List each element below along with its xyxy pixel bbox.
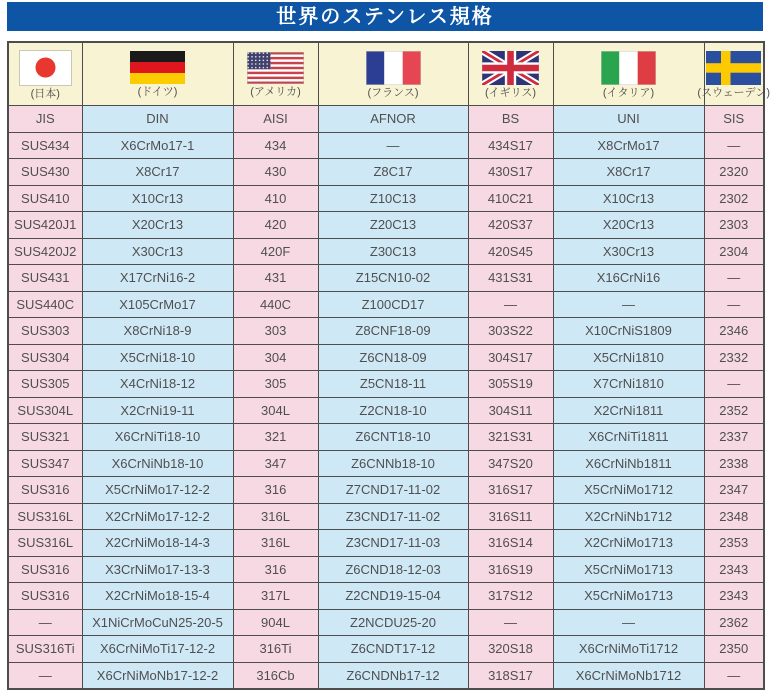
grade-cell: X20Cr13 <box>553 212 704 239</box>
grade-cell: 2352 <box>704 397 764 424</box>
country-label: (スウェーデン) <box>697 86 770 99</box>
grade-cell: — <box>8 662 82 689</box>
grade-cell: SUS305 <box>8 371 82 398</box>
grade-cell: 303 <box>233 318 318 345</box>
page-title: 世界のステンレス規格 <box>276 5 494 28</box>
standard-code-sis: SIS <box>704 106 764 133</box>
grade-cell: 2350 <box>704 636 764 663</box>
country-header-sweden <box>697 42 770 106</box>
grade-cell: — <box>704 265 764 292</box>
country-header-usa <box>233 42 318 106</box>
grade-cell: — <box>553 291 704 318</box>
grade-cell: — <box>704 291 764 318</box>
grade-cell: Z3CND17-11-03 <box>318 530 468 557</box>
grade-cell: — <box>553 609 704 636</box>
grade-cell: Z6CN18-09 <box>318 344 468 371</box>
grade-cell: X8Cr17 <box>553 159 704 186</box>
grade-cell: Z6CNNb18-10 <box>318 450 468 477</box>
grade-cell: X20Cr13 <box>82 212 233 239</box>
table-row <box>8 530 764 557</box>
grade-cell: 904L <box>233 609 318 636</box>
grade-cell: 321S31 <box>468 424 553 451</box>
grade-cell: SUS321 <box>8 424 82 451</box>
country-header-germany <box>82 42 233 106</box>
table-row <box>8 503 764 530</box>
stainless-standards-table <box>7 41 770 690</box>
grade-cell: SUS316L <box>8 530 82 557</box>
table-row <box>8 450 764 477</box>
grade-cell: 430S17 <box>468 159 553 186</box>
france-flag-icon <box>366 51 421 85</box>
grade-cell: X6CrNiMoNb1712 <box>553 662 704 689</box>
grade-cell: 2332 <box>704 344 764 371</box>
grade-cell: X17CrNi16-2 <box>82 265 233 292</box>
grade-cell: Z8CNF18-09 <box>318 318 468 345</box>
table-row <box>8 397 764 424</box>
grade-cell: 316S19 <box>468 556 553 583</box>
grade-cell: 317L <box>233 583 318 610</box>
grade-cell: Z6CNDT17-12 <box>318 636 468 663</box>
grade-cell: 304 <box>233 344 318 371</box>
grade-cell: 305 <box>233 371 318 398</box>
country-header-uk <box>468 42 553 106</box>
grade-cell: 316L <box>233 503 318 530</box>
grade-cell: 434 <box>233 132 318 159</box>
grade-cell: — <box>704 662 764 689</box>
grade-cell: X2CrNiMo17-12-2 <box>82 503 233 530</box>
grade-cell: 317S12 <box>468 583 553 610</box>
grade-cell: 431S31 <box>468 265 553 292</box>
standard-code-din: DIN <box>82 106 233 133</box>
grade-cell: 420S45 <box>468 238 553 265</box>
grade-cell: X2CrNiMo18-15-4 <box>82 583 233 610</box>
grade-cell: X5CrNi1810 <box>553 344 704 371</box>
grade-cell: 2338 <box>704 450 764 477</box>
grade-cell: Z10C13 <box>318 185 468 212</box>
country-label: (アメリカ) <box>250 85 301 98</box>
grade-cell: X6CrNiNb18-10 <box>82 450 233 477</box>
grade-cell: X10Cr13 <box>553 185 704 212</box>
grade-cell: SUS410 <box>8 185 82 212</box>
grade-cell: Z6CNDNb17-12 <box>318 662 468 689</box>
grade-cell: SUS303 <box>8 318 82 345</box>
grade-cell: X3CrNiMo17-13-3 <box>82 556 233 583</box>
grade-cell: 347 <box>233 450 318 477</box>
standard-code-uni: UNI <box>553 106 704 133</box>
grade-cell: 316L <box>233 530 318 557</box>
country-header-italy <box>553 42 704 106</box>
standard-code-bs: BS <box>468 106 553 133</box>
grade-cell: SUS420J1 <box>8 212 82 239</box>
table-row <box>8 556 764 583</box>
table-row <box>8 265 764 292</box>
standard-code-afnor: AFNOR <box>318 106 468 133</box>
uk-flag-icon <box>482 51 539 85</box>
grade-cell: 420F <box>233 238 318 265</box>
grade-cell: SUS434 <box>8 132 82 159</box>
grade-cell: 2337 <box>704 424 764 451</box>
grade-cell: Z15CN10-02 <box>318 265 468 292</box>
country-header-japan <box>8 42 82 106</box>
table-row <box>8 424 764 451</box>
grade-cell: 431 <box>233 265 318 292</box>
grade-cell: 2303 <box>704 212 764 239</box>
table-row <box>8 371 764 398</box>
grade-cell: 316S11 <box>468 503 553 530</box>
grade-cell: 304L <box>233 397 318 424</box>
grade-cell: X105CrMo17 <box>82 291 233 318</box>
table-row <box>8 132 764 159</box>
grades-tbody <box>8 132 764 689</box>
standard-code-jis: JIS <box>8 106 82 133</box>
grade-cell: X30Cr13 <box>82 238 233 265</box>
grade-cell: X6CrNiMoTi1712 <box>553 636 704 663</box>
grade-cell: 2320 <box>704 159 764 186</box>
japan-flag-icon <box>19 50 72 86</box>
grade-cell: X6CrMo17-1 <box>82 132 233 159</box>
grade-cell: 420 <box>233 212 318 239</box>
table-row <box>8 609 764 636</box>
table-row <box>8 636 764 663</box>
grade-cell: 2362 <box>704 609 764 636</box>
grade-cell: 303S22 <box>468 318 553 345</box>
grade-cell: X6CrNiNb1811 <box>553 450 704 477</box>
table-row <box>8 662 764 689</box>
grade-cell: 305S19 <box>468 371 553 398</box>
grade-cell: X8CrNi18-9 <box>82 318 233 345</box>
grade-cell: Z3CND17-11-02 <box>318 503 468 530</box>
grade-cell: Z7CND17-11-02 <box>318 477 468 504</box>
table-row <box>8 344 764 371</box>
grade-cell: SUS304L <box>8 397 82 424</box>
grade-cell: X30Cr13 <box>553 238 704 265</box>
grade-cell: 304S11 <box>468 397 553 424</box>
grade-cell: 2353 <box>704 530 764 557</box>
grade-cell: 316Ti <box>233 636 318 663</box>
grade-cell: X6CrNiMoTi17-12-2 <box>82 636 233 663</box>
grade-cell: 430 <box>233 159 318 186</box>
grade-cell: 2343 <box>704 583 764 610</box>
usa-flag-icon <box>247 52 304 84</box>
grade-cell: X5CrNiMo1713 <box>553 583 704 610</box>
table-row <box>8 238 764 265</box>
grade-cell: 316Cb <box>233 662 318 689</box>
grade-cell: 2346 <box>704 318 764 345</box>
grade-cell: SUS316 <box>8 583 82 610</box>
country-label: (フランス) <box>367 86 419 99</box>
grade-cell: X7CrNi1810 <box>553 371 704 398</box>
grade-cell: Z5CN18-11 <box>318 371 468 398</box>
italy-flag-icon <box>601 51 656 85</box>
grade-cell: Z2CND19-15-04 <box>318 583 468 610</box>
table-row <box>8 477 764 504</box>
grade-cell: Z8C17 <box>318 159 468 186</box>
grade-cell: SUS316 <box>8 477 82 504</box>
grade-cell: — <box>8 609 82 636</box>
germany-flag-icon <box>130 51 185 84</box>
grade-cell: SUS316 <box>8 556 82 583</box>
grade-cell: — <box>468 291 553 318</box>
grade-cell: Z30C13 <box>318 238 468 265</box>
title-bar <box>7 2 763 31</box>
grade-cell: 2302 <box>704 185 764 212</box>
table-row <box>8 185 764 212</box>
country-label: (イギリス) <box>484 86 537 99</box>
flag-header-row <box>8 42 764 106</box>
grade-cell: SUS430 <box>8 159 82 186</box>
grade-cell: Z6CND18-12-03 <box>318 556 468 583</box>
grade-cell: 440C <box>233 291 318 318</box>
grade-cell: X2CrNiMo1713 <box>553 530 704 557</box>
grade-cell: 420S37 <box>468 212 553 239</box>
grade-cell: 316 <box>233 477 318 504</box>
country-label: (日本) <box>30 87 60 100</box>
grade-cell: 2347 <box>704 477 764 504</box>
grade-cell: SUS347 <box>8 450 82 477</box>
grade-cell: 304S17 <box>468 344 553 371</box>
grade-cell: X2CrNiMo18-14-3 <box>82 530 233 557</box>
grade-cell: 316 <box>233 556 318 583</box>
standards-header-row <box>8 106 764 133</box>
country-header-france <box>318 42 468 106</box>
grade-cell: X16CrNi16 <box>553 265 704 292</box>
grade-cell: X5CrNiMo1712 <box>553 477 704 504</box>
grade-cell: 316S14 <box>468 530 553 557</box>
grade-cell: — <box>704 371 764 398</box>
grade-cell: X8Cr17 <box>82 159 233 186</box>
grade-cell: X6CrNiMoNb17-12-2 <box>82 662 233 689</box>
grade-cell: Z20C13 <box>318 212 468 239</box>
grade-cell: SUS431 <box>8 265 82 292</box>
grade-cell: 321 <box>233 424 318 451</box>
grade-cell: X5CrNiMo1713 <box>553 556 704 583</box>
grade-cell: 410 <box>233 185 318 212</box>
grade-cell: 318S17 <box>468 662 553 689</box>
grade-cell: X1NiCrMoCuN25-20-5 <box>82 609 233 636</box>
grade-cell: SUS420J2 <box>8 238 82 265</box>
grade-cell: X8CrMo17 <box>553 132 704 159</box>
grade-cell: 410C21 <box>468 185 553 212</box>
grade-cell: — <box>318 132 468 159</box>
grade-cell: Z100CD17 <box>318 291 468 318</box>
standard-code-aisi: AISI <box>233 106 318 133</box>
sweden-flag-icon <box>706 51 761 85</box>
table-row <box>8 159 764 186</box>
country-label: (ドイツ) <box>137 86 178 99</box>
grade-cell: Z6CNT18-10 <box>318 424 468 451</box>
grade-cell: X10CrNiS1809 <box>553 318 704 345</box>
grade-cell: X5CrNi18-10 <box>82 344 233 371</box>
grade-cell: 347S20 <box>468 450 553 477</box>
grade-cell: X6CrNiTi1811 <box>553 424 704 451</box>
table-row <box>8 583 764 610</box>
grade-cell: 2304 <box>704 238 764 265</box>
grade-cell: X5CrNiMo17-12-2 <box>82 477 233 504</box>
grade-cell: 2343 <box>704 556 764 583</box>
grade-cell: — <box>468 609 553 636</box>
grade-cell: X2CrNi1811 <box>553 397 704 424</box>
grade-cell: 316S17 <box>468 477 553 504</box>
grade-cell: Z2NCDU25-20 <box>318 609 468 636</box>
table-row <box>8 318 764 345</box>
grade-cell: X2CrNiNb1712 <box>553 503 704 530</box>
grade-cell: X6CrNiTi18-10 <box>82 424 233 451</box>
grade-cell: — <box>704 132 764 159</box>
grade-cell: SUS316L <box>8 503 82 530</box>
table-row <box>8 291 764 318</box>
grade-cell: X10Cr13 <box>82 185 233 212</box>
grade-cell: X4CrNi18-12 <box>82 371 233 398</box>
grade-cell: 320S18 <box>468 636 553 663</box>
grade-cell: SUS440C <box>8 291 82 318</box>
country-label: (イタリア) <box>602 86 655 99</box>
grade-cell: 2348 <box>704 503 764 530</box>
grade-cell: SUS316Ti <box>8 636 82 663</box>
grade-cell: SUS304 <box>8 344 82 371</box>
table-row <box>8 212 764 239</box>
grade-cell: 434S17 <box>468 132 553 159</box>
grade-cell: X2CrNi19-11 <box>82 397 233 424</box>
grade-cell: Z2CN18-10 <box>318 397 468 424</box>
